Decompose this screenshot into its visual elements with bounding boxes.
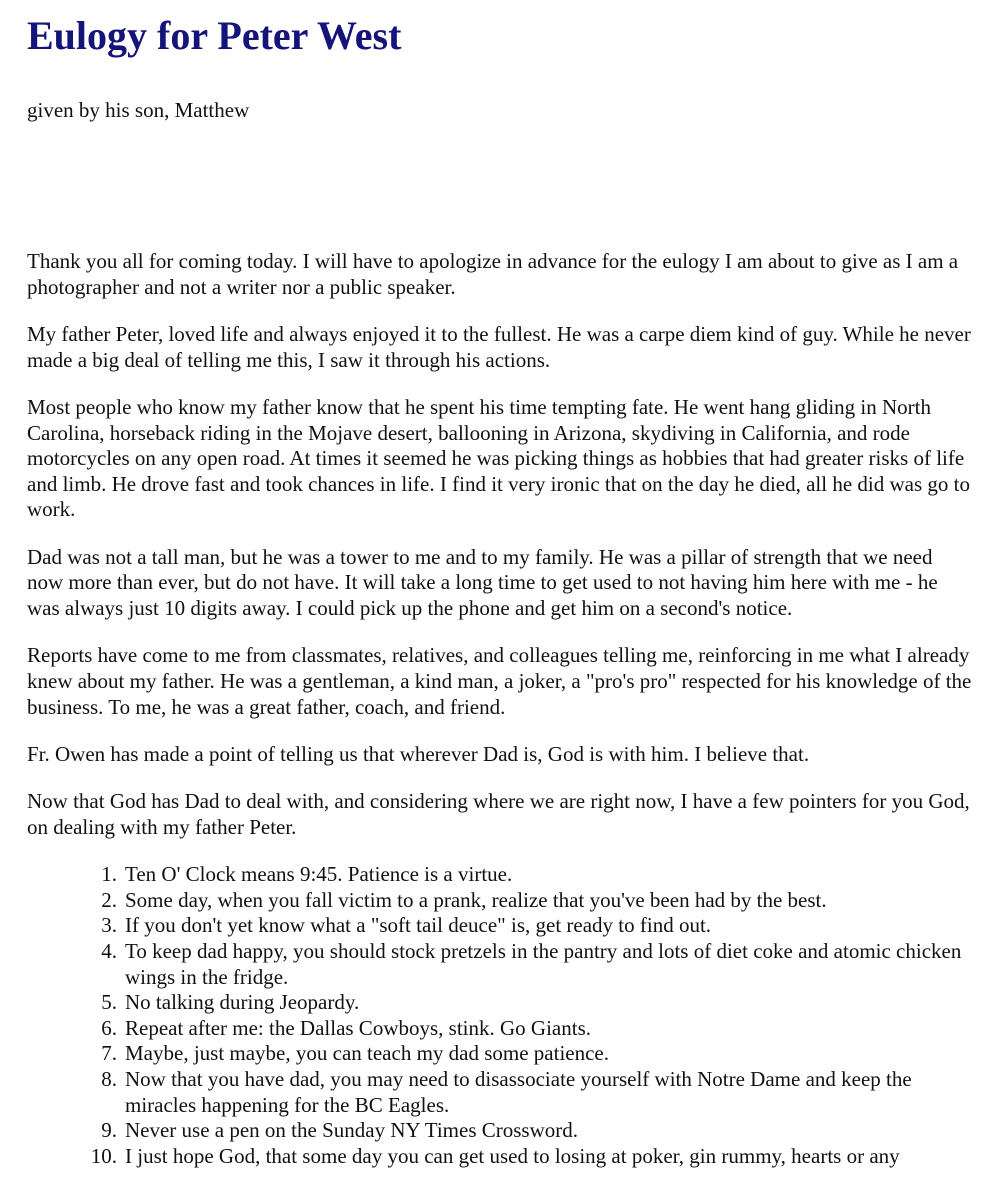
list-item-text: Never use a pen on the Sunday NY Times Crossword. [125,1118,579,1143]
list-item-number: 6. [101,1015,117,1040]
list-item [101,1118,972,1144]
list-item-text: Some day, when you fall victim to a prank, realize that you've been had by the best. [125,887,827,912]
list-item-text: Now that you have dad, you may need to disassociate yourself with Notre Dame and keep the miracles happening for the BC Eagles. [125,1067,912,1117]
paragraph: Now that God has Dad to deal with, and considering where we are right now, I have a few pointers for you God, on dealing with my father Peter. [27,789,970,839]
list-item-number: 4. [101,939,117,964]
list-item [101,1067,972,1118]
list-item-text: Repeat after me: the Dallas Cowboys, stink. Go Giants. [125,1015,591,1040]
paragraph: Fr. Owen has made a point of telling us that wherever Dad is, God is with him. I believe that. [27,741,810,766]
list-item-text: I just hope God, that some day you can get used to losing at poker, gin rummy, hearts or any [125,1143,900,1168]
paragraph: Dad was not a tall man, but he was a tower to me and to my family. He was a pillar of strength that we need now more than ever, but do not have. It will take a long time to get used to not having him here with me - he was always just 10 digits away. I could pick up the phone and get him on a second's notice. [27,544,938,620]
list-item [101,1015,972,1042]
list-item-number: 3. [101,913,117,938]
list-item [90,1143,972,1170]
list-item-number: 9. [101,1118,117,1143]
list-item-text: No talking during Jeopardy. [125,990,360,1015]
list-item [101,939,972,990]
list-item-number: 7. [101,1041,117,1066]
page-title: Eulogy for Peter West [27,13,402,58]
eulogy-body [27,249,972,1169]
list-item-text: To keep dad happy, you should stock pretzels in the pantry and lots of diet coke and atomic chicken wings in the fridge. [125,939,962,989]
list-item-number: 5. [101,990,117,1015]
paragraph: My father Peter, loved life and always enjoyed it to the fullest. He was a carpe diem kind of guy. While he never made a big deal of telling me this, I saw it through his actions. [27,321,971,372]
list-item-text: If you don't yet know what a "soft tail deuce" is, get ready to find out. [125,913,712,938]
list-item-text: Ten O' Clock means 9:45. Patience is a virtue. [125,862,513,887]
list-item [101,1041,972,1067]
pointers-list [27,862,972,1169]
list-item-text: Maybe, just maybe, you can teach my dad some patience. [125,1041,610,1066]
list-item [101,887,972,914]
list-item [101,990,972,1016]
byline: given by his son, Matthew [27,98,250,122]
list-item [101,862,972,888]
list-item-number: 1. [101,862,117,887]
paragraph: Most people who know my father know that he spent his time tempting fate. He went hang gliding in North Carolina, horseback riding in the Mojave desert, ballooning in Arizona, skydiving in California, and rode motorcycles on any open road. At times it seemed he was picking things as hobbies that had greater risks of life and limb. He drove fast and took chances in life. I find it very ironic that on the day he died, all he did was go to work. [27,394,970,522]
paragraph: Reports have come to me from classmates, relatives, and colleagues telling me, reinforcing in me what I already knew about my father. He was a gentleman, a kind man, a joker, a "pro's pro" respected for his knowledge of the business. To me, he was a great father, coach, and friend. [27,643,972,719]
list-item [101,913,972,939]
list-item-number: 2. [101,887,117,912]
list-item-number: 10. [90,1143,117,1168]
list-item-number: 8. [101,1067,117,1092]
paragraph: Thank you all for coming today. I will have to apologize in advance for the eulogy I am about to give as I am a photographer and not a writer nor a public speaker. [27,249,959,299]
